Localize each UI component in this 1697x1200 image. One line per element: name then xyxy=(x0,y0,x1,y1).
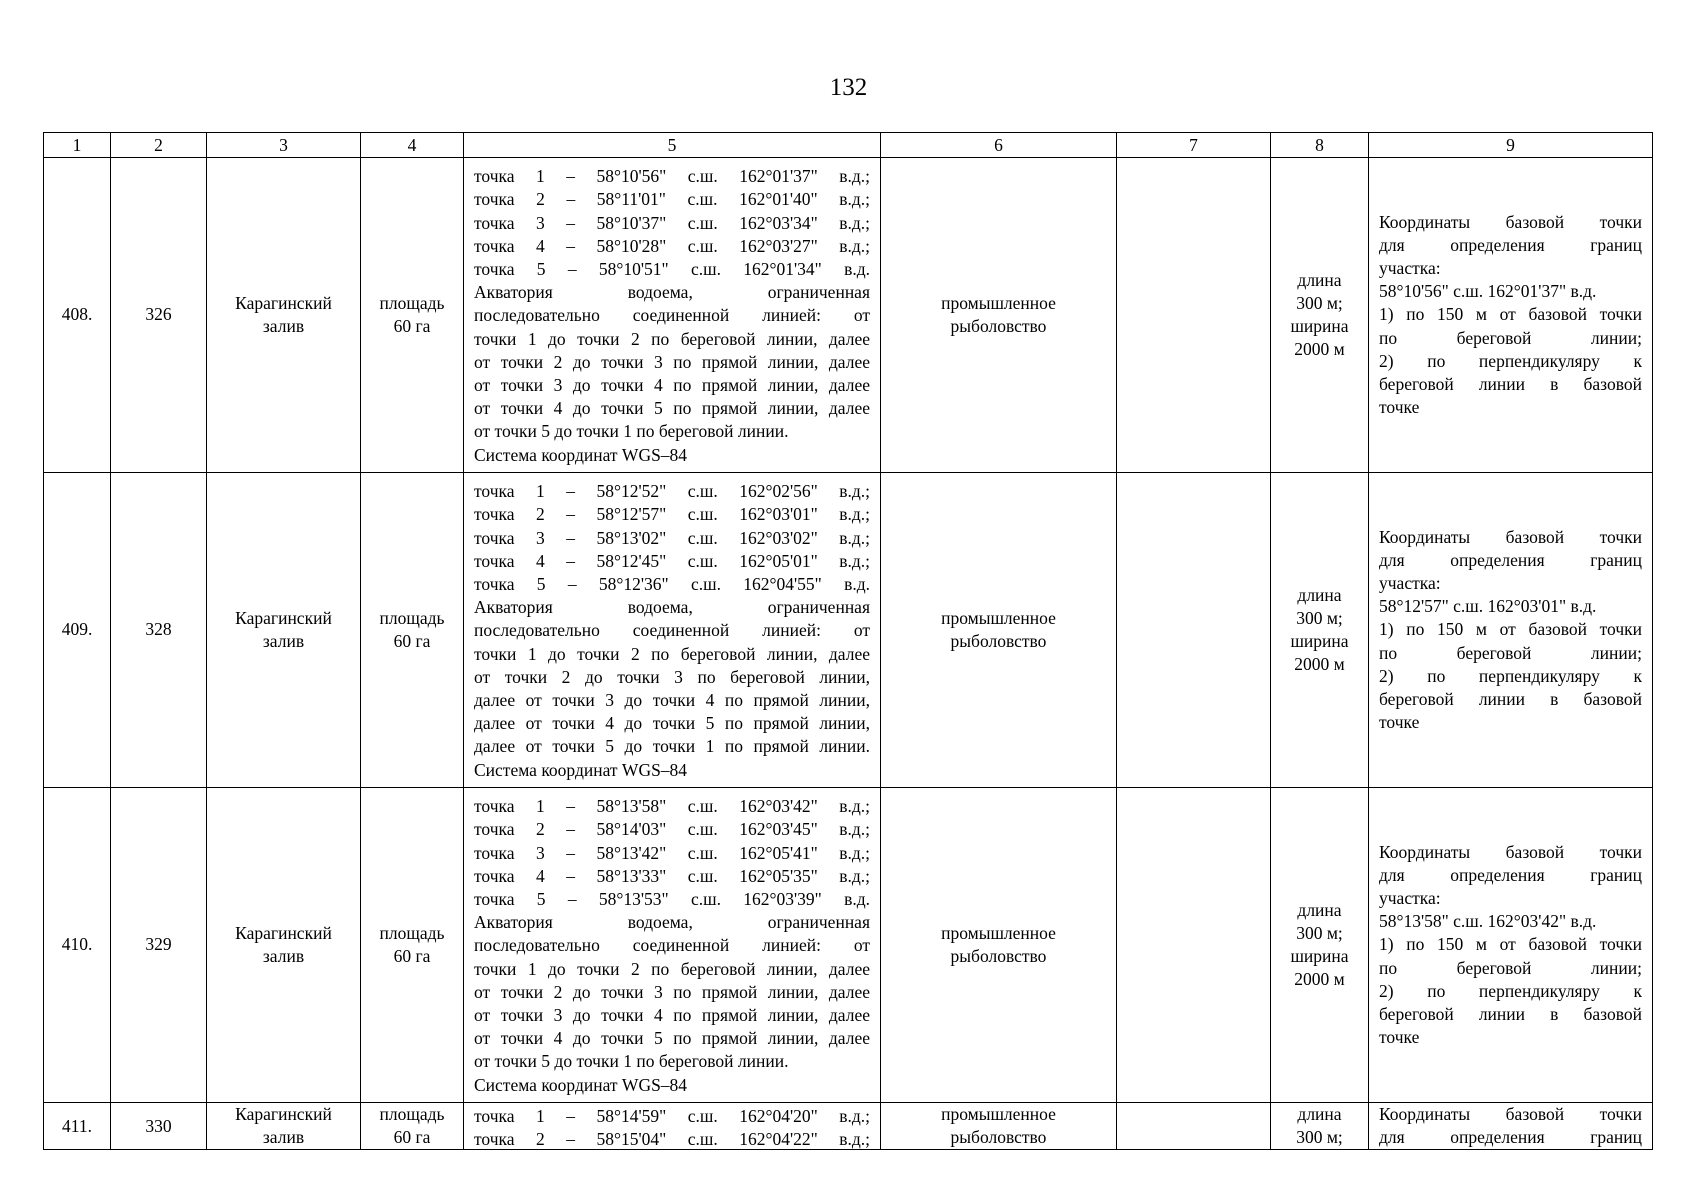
purpose-line: промышленное xyxy=(941,1104,1056,1124)
page-number: 132 xyxy=(829,74,868,101)
area-id: 326 xyxy=(111,158,207,473)
desc-line: точка 4 – 58°10'28" с.ш. 162°03'27" в.д.; xyxy=(474,235,870,256)
dimension-line: 300 м; xyxy=(1296,292,1343,313)
desc-line: точка 3 – 58°13'42" с.ш. 162°05'41" в.д.; xyxy=(474,842,870,863)
desc-line: точка 4 – 58°13'33" с.ш. 162°05'35" в.д.; xyxy=(474,865,870,886)
desc-line: Акватория водоема, ограниченная xyxy=(474,282,870,303)
dimension-line: ширина xyxy=(1290,946,1349,966)
desc-line: от точки 2 до точки 3 по прямой линии, далее xyxy=(474,351,870,372)
dimension-line: ширина xyxy=(1290,631,1349,651)
header-cell-4: 4 xyxy=(361,133,464,158)
note-line: береговой линии в базовой xyxy=(1379,689,1642,709)
desc-line: точка 1 – 58°12'52" с.ш. 162°02'56" в.д.; xyxy=(474,481,870,502)
location-line: Карагинский xyxy=(235,292,332,313)
row-number: 409. xyxy=(44,473,111,788)
boundary-description xyxy=(464,788,881,1103)
note-line: 58°13'58" с.ш. 162°03'42" в.д. xyxy=(1379,911,1597,932)
desc-line: точка 5 – 58°12'36" с.ш. 162°04'55" в.д. xyxy=(474,573,870,594)
purpose-cell xyxy=(881,473,1117,788)
base-point-note xyxy=(1369,788,1653,1103)
column-7-cell xyxy=(1117,158,1271,473)
header-cell-6: 6 xyxy=(881,133,1117,158)
note-line: точке xyxy=(1379,397,1420,418)
location-line: Карагинский xyxy=(235,1104,332,1124)
desc-line: Акватория водоема, ограниченная xyxy=(474,597,870,618)
purpose-cell xyxy=(881,788,1117,1103)
desc-line: точка 1 – 58°13'58" с.ш. 162°03'42" в.д.; xyxy=(474,796,870,817)
desc-line: от точки 2 до точки 3 по береговой линии, xyxy=(474,666,870,687)
header-cell-1: 1 xyxy=(44,133,111,158)
desc-line: точка 5 – 58°13'53" с.ш. 162°03'39" в.д. xyxy=(474,888,870,909)
desc-line: от точки 3 до точки 4 по прямой линии, далее xyxy=(474,1005,870,1025)
note-line: Координаты базовой точки xyxy=(1379,526,1642,547)
row-number: 410. xyxy=(44,788,111,1103)
header-row xyxy=(44,133,1653,158)
header-cell-7: 7 xyxy=(1117,133,1271,158)
desc-line: последовательно соединенной линией: от xyxy=(474,305,870,326)
base-point-note xyxy=(1369,473,1653,788)
dimension-line: 300 м; xyxy=(1296,607,1343,628)
dimension-line: 2000 м xyxy=(1294,654,1345,675)
location-line: залив xyxy=(262,316,305,336)
purpose-line: рыболовство xyxy=(950,316,1047,336)
note-line: 2) по перпендикуляру к xyxy=(1379,350,1642,371)
dimension-line: 300 м; xyxy=(1296,922,1343,943)
location-line: залив xyxy=(262,1127,305,1148)
area-line: площадь xyxy=(379,607,445,628)
header-cell-2: 2 xyxy=(111,133,207,158)
purpose-line: рыболовство xyxy=(950,946,1047,966)
location-cell xyxy=(207,788,361,1103)
note-line: 2) по перпендикуляру к xyxy=(1379,980,1642,1001)
note-line: 1) по 150 м от базовой точки xyxy=(1379,304,1642,325)
desc-line: далее от точки 3 до точки 4 по прямой линии, xyxy=(474,690,870,710)
header-cell-3: 3 xyxy=(207,133,361,158)
row-number: 408. xyxy=(44,158,111,473)
desc-line: точка 2 – 58°12'57" с.ш. 162°03'01" в.д.; xyxy=(474,504,870,525)
column-7-cell xyxy=(1117,1103,1271,1150)
boundary-description xyxy=(464,1103,881,1150)
area-line: площадь xyxy=(379,1104,445,1124)
dimension-line: длина xyxy=(1297,269,1342,290)
purpose-cell xyxy=(881,158,1117,473)
area-id: 329 xyxy=(111,788,207,1103)
desc-line: точка 1 – 58°10'56" с.ш. 162°01'37" в.д.; xyxy=(474,166,870,187)
desc-line: от точки 2 до точки 3 по прямой линии, далее xyxy=(474,981,870,1002)
area-line: площадь xyxy=(379,292,445,313)
purpose-line: рыболовство xyxy=(950,631,1047,651)
area-line: 60 га xyxy=(393,1127,431,1148)
desc-line: точки 1 до точки 2 по береговой линии, далее xyxy=(474,328,870,349)
area-size-cell xyxy=(361,1103,464,1150)
header-cell-9: 9 xyxy=(1369,133,1653,158)
location-cell xyxy=(207,1103,361,1150)
note-line: по береговой линии; xyxy=(1379,327,1642,348)
desc-line: Акватория водоема, ограниченная xyxy=(474,912,870,933)
fishing-areas-table xyxy=(43,132,1653,1150)
desc-line: от точки 4 до точки 5 по прямой линии, далее xyxy=(474,398,870,419)
note-line: Координаты базовой точки xyxy=(1379,1104,1642,1124)
area-size-cell xyxy=(361,473,464,788)
note-line: по береговой линии; xyxy=(1379,642,1642,663)
note-line: береговой линии в базовой xyxy=(1379,1004,1642,1024)
location-line: Карагинский xyxy=(235,922,332,943)
row-number: 411. xyxy=(44,1103,111,1150)
note-line: точке xyxy=(1379,1027,1420,1048)
note-line: 58°12'57" с.ш. 162°03'01" в.д. xyxy=(1379,596,1597,617)
note-line: 1) по 150 м от базовой точки xyxy=(1379,619,1642,640)
note-line: участка: xyxy=(1379,572,1441,593)
desc-line: точка 2 – 58°11'01" с.ш. 162°01'40" в.д.; xyxy=(474,189,870,210)
area-line: 60 га xyxy=(393,316,431,336)
desc-line: от точки 5 до точки 1 по береговой линии. xyxy=(474,421,789,442)
location-line: Карагинский xyxy=(235,607,332,628)
desc-line: точки 1 до точки 2 по береговой линии, далее xyxy=(474,958,870,979)
dimensions-cell xyxy=(1271,158,1369,473)
dimensions-cell xyxy=(1271,788,1369,1103)
dimension-line: 2000 м xyxy=(1294,969,1345,990)
desc-line: последовательно соединенной линией: от xyxy=(474,620,870,641)
dimension-line: 300 м; xyxy=(1296,1127,1343,1148)
dimension-line: длина xyxy=(1297,899,1342,920)
desc-line: далее от точки 4 до точки 5 по прямой линии, xyxy=(474,713,870,734)
note-line: для определения границ xyxy=(1379,864,1642,885)
table-row xyxy=(44,788,1653,1103)
base-point-note xyxy=(1369,1103,1653,1150)
note-line: для определения границ xyxy=(1379,1127,1642,1147)
dimensions-cell xyxy=(1271,1103,1369,1150)
dimension-line: длина xyxy=(1297,584,1342,605)
area-id: 330 xyxy=(111,1103,207,1150)
area-size-cell xyxy=(361,788,464,1103)
desc-line: точка 1 – 58°14'59" с.ш. 162°04'20" в.д.; xyxy=(474,1106,870,1126)
desc-line: Система координат WGS–84 xyxy=(474,1074,688,1095)
desc-line: точка 4 – 58°12'45" с.ш. 162°05'01" в.д.; xyxy=(474,550,870,571)
dimension-line: ширина xyxy=(1290,316,1349,336)
desc-line: далее от точки 5 до точки 1 по прямой линии. xyxy=(474,736,870,757)
desc-line: последовательно соединенной линией: от xyxy=(474,935,870,956)
note-line: для определения границ xyxy=(1379,549,1642,570)
area-id: 328 xyxy=(111,473,207,788)
desc-line: точка 2 – 58°14'03" с.ш. 162°03'45" в.д.; xyxy=(474,819,870,840)
purpose-line: промышленное xyxy=(941,922,1056,943)
table-row xyxy=(44,1103,1653,1150)
header-cell-8: 8 xyxy=(1271,133,1369,158)
desc-line: от точки 3 до точки 4 по прямой линии, далее xyxy=(474,375,870,395)
location-line: залив xyxy=(262,631,305,651)
area-line: 60 га xyxy=(393,946,431,966)
note-line: участка: xyxy=(1379,887,1441,908)
desc-line: Система координат WGS–84 xyxy=(474,759,688,780)
desc-line: Система координат WGS–84 xyxy=(474,444,688,465)
desc-line: точка 3 – 58°10'37" с.ш. 162°03'34" в.д.; xyxy=(474,212,870,233)
area-line: площадь xyxy=(379,922,445,943)
desc-line: точка 3 – 58°13'02" с.ш. 162°03'02" в.д.; xyxy=(474,527,870,548)
table-row xyxy=(44,473,1653,788)
base-point-note xyxy=(1369,158,1653,473)
area-line: 60 га xyxy=(393,631,431,651)
note-line: точке xyxy=(1379,712,1420,733)
note-line: 2) по перпендикуляру к xyxy=(1379,665,1642,686)
desc-line: от точки 5 до точки 1 по береговой линии. xyxy=(474,1051,789,1072)
desc-line: точки 1 до точки 2 по береговой линии, далее xyxy=(474,643,870,664)
dimension-line: 2000 м xyxy=(1294,339,1345,360)
column-7-cell xyxy=(1117,788,1271,1103)
note-line: Координаты базовой точки xyxy=(1379,211,1642,232)
purpose-line: рыболовство xyxy=(950,1127,1047,1148)
note-line: участка: xyxy=(1379,257,1441,278)
location-cell xyxy=(207,158,361,473)
desc-line: точка 5 – 58°10'51" с.ш. 162°01'34" в.д. xyxy=(474,258,870,279)
note-line: береговой линии в базовой xyxy=(1379,374,1642,394)
purpose-cell xyxy=(881,1103,1117,1150)
dimensions-cell xyxy=(1271,473,1369,788)
desc-line: от точки 4 до точки 5 по прямой линии, далее xyxy=(474,1028,870,1049)
location-line: залив xyxy=(262,946,305,966)
note-line: Координаты базовой точки xyxy=(1379,841,1642,862)
boundary-description xyxy=(464,473,881,788)
note-line: по береговой линии; xyxy=(1379,957,1642,978)
area-size-cell xyxy=(361,158,464,473)
table-row xyxy=(44,158,1653,473)
note-line: 1) по 150 м от базовой точки xyxy=(1379,934,1642,955)
header-cell-5: 5 xyxy=(464,133,881,158)
note-line: 58°10'56" с.ш. 162°01'37" в.д. xyxy=(1379,281,1597,302)
column-7-cell xyxy=(1117,473,1271,788)
location-cell xyxy=(207,473,361,788)
dimension-line: длина xyxy=(1297,1104,1342,1124)
purpose-line: промышленное xyxy=(941,292,1056,313)
note-line: для определения границ xyxy=(1379,234,1642,255)
boundary-description xyxy=(464,158,881,473)
purpose-line: промышленное xyxy=(941,607,1056,628)
desc-line: точка 2 – 58°15'04" с.ш. 162°04'22" в.д.; xyxy=(474,1129,870,1149)
